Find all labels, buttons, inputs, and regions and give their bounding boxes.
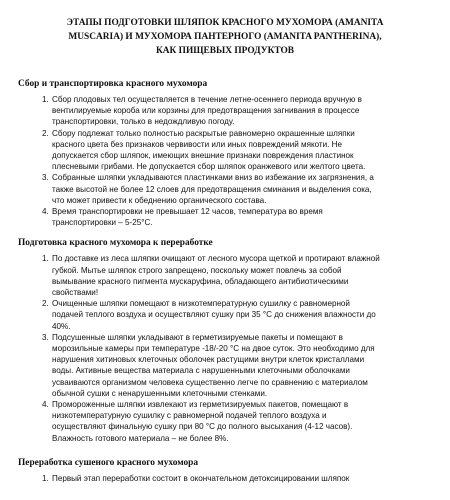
item-number: 1. xyxy=(42,95,49,104)
text-line: Подсушенные шляпки укладывают в герметизируемые пакеты и помещают в xyxy=(52,332,343,342)
numbered-list xyxy=(0,94,450,228)
item-text xyxy=(52,253,392,298)
text-line: губкой. Мытье шляпок строго запрещено, поскольку может повлечь за собой xyxy=(52,265,342,275)
text-line: Влажность готового материала – не более 8%. xyxy=(52,433,229,443)
text-line: осуществляют финальную сушку при 80 °С до полного высыхания (4-12 часов). xyxy=(52,422,353,432)
text-line: допускается сбор шляпок, имеющих внешние признаки повреждения пластинок xyxy=(52,151,354,161)
item-text xyxy=(52,298,392,332)
section-collection-transport xyxy=(0,78,450,228)
list-item xyxy=(0,473,450,484)
text-line: вентилируемые короба или корзины для предотвращения загнивания в процессе xyxy=(52,106,360,116)
text-line: свойствами! xyxy=(52,288,99,298)
item-text xyxy=(52,94,392,128)
item-number: 1. xyxy=(42,254,49,264)
section-heading: Переработка сушеного красного мухомора xyxy=(18,457,199,468)
numbered-list xyxy=(0,253,450,443)
title-line: ЭТАПЫ ПОДГОТОВКИ ШЛЯПОК КРАСНОГО МУХОМОРА (AMANITA xyxy=(66,18,384,28)
item-number: 2. xyxy=(42,128,49,138)
document-title xyxy=(22,16,428,58)
item-text xyxy=(52,399,392,444)
item-number: 3. xyxy=(42,173,49,183)
text-line: плесневыми грибами. Не допускается сбор шляпок оранжевого или желтого цвета. xyxy=(52,162,366,172)
text-line: нарушения хитиновых клеточных оболочек растущими внутри клеток кристаллами xyxy=(52,355,365,365)
list-item xyxy=(0,399,450,444)
title-line: КАК ПИЩЕВЫХ ПРОДУКТОВ xyxy=(155,46,295,56)
item-text xyxy=(52,128,392,173)
item-number: 4. xyxy=(42,400,49,410)
text-line: низкотемпературную сушилку с равномерной подачей теплого воздуха и xyxy=(52,411,327,421)
text-line: Промороженные шляпки извлекают из герметизируемых пакетов, помещают в xyxy=(52,400,349,410)
item-text xyxy=(52,473,392,484)
section-preparation xyxy=(0,237,450,443)
text-line: также высотой не более 12 слоев для предотвращения сминания и выделения сока, xyxy=(52,184,372,194)
text-line: красного цвета без признаков червивости или иных повреждений мякоти. Не xyxy=(52,139,342,149)
text-line: Собранные шляпки укладываются пластинками вниз во избежание их загрязнения, а xyxy=(52,173,374,183)
item-number: 2. xyxy=(42,299,49,309)
item-number: 1. xyxy=(42,473,49,483)
text-line: обычной сушки с ненарушенными клеточными стенками. xyxy=(52,388,268,398)
text-line: Первый этап переработки состоит в окончательном детоксицировании шляпок xyxy=(52,473,350,483)
text-line: Очищенные шляпки помещают в низкотемпературную сушилку с равномерной xyxy=(52,299,350,309)
item-text xyxy=(52,206,392,228)
title-line: MUSCARIA) И МУХОМОРА ПАНТЕРНОГО (AMANITA PANTHERINA), xyxy=(68,32,382,42)
text-line: Сбору подлежат только полностью раскрытые равномерно окрашенные шляпки xyxy=(52,128,355,138)
list-item xyxy=(0,128,450,173)
text-line: транспортировки, только в недождливую погоду. xyxy=(52,117,235,127)
text-line: морозильные камеры при температуре -18/-20 °С на двое суток. Это необходимо для xyxy=(52,344,375,354)
list-item xyxy=(0,172,450,206)
item-text xyxy=(52,172,392,206)
text-line: Сбор плодовых тел осуществляется в течение летне-осеннего периода вручную в xyxy=(52,95,362,104)
numbered-list xyxy=(0,473,450,484)
list-item xyxy=(0,298,450,332)
text-line: вымывание красного пигмента мускаруфина, обладающего антибиотическими xyxy=(52,276,349,286)
section-heading: Подготовка красного мухомора к переработке xyxy=(18,238,213,249)
item-number: 3. xyxy=(42,332,49,342)
list-item xyxy=(0,253,450,298)
section-processing xyxy=(0,457,450,484)
section-heading: Сбор и транспортировка красного мухомора xyxy=(18,79,208,89)
list-item xyxy=(0,206,450,228)
list-item xyxy=(0,332,450,399)
text-line: воды. Активные вещества материала с нарушенными клеточными оболочками xyxy=(52,366,350,376)
text-line: усваиваются организмом человека существенно легче по сравнению с материалом xyxy=(52,377,368,387)
text-line: транспортировки – 5-25°С. xyxy=(52,218,153,228)
text-line: 40%. xyxy=(52,321,71,331)
text-line: что может привести к обеднению органического состава. xyxy=(52,195,267,205)
item-number: 4. xyxy=(42,207,49,217)
list-item xyxy=(0,94,450,128)
item-text xyxy=(52,332,392,399)
text-line: Время транспортировки не превышает 12 часов, температура во время xyxy=(52,207,323,217)
text-line: подачей теплого воздуха и осуществляют сушку при 35 °С до снижения влажности до xyxy=(52,310,376,320)
text-line: По доставке из леса шляпки очищают от лесного мусора щеткой и протирают влажной xyxy=(52,254,380,264)
